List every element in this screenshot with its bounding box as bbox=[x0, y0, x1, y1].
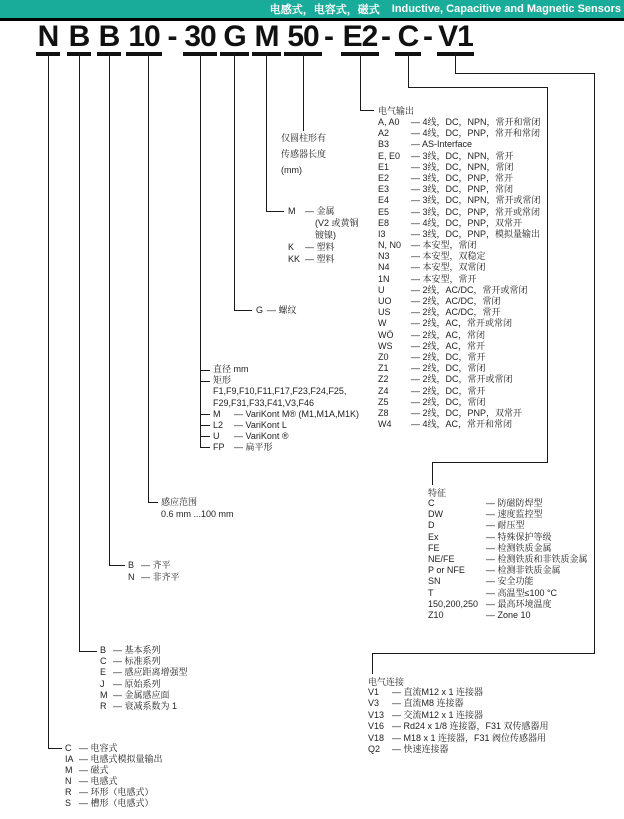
type-row: N — 电感式 bbox=[65, 776, 118, 786]
output-list bbox=[378, 117, 541, 430]
feature-row: FE — 检测铁质金属 bbox=[428, 542, 552, 553]
header-title-zh: 电感式，电容式，磁式 bbox=[269, 4, 380, 16]
connection-header: 电气连接 bbox=[368, 677, 405, 687]
output-row: U — 2线，AC/DC，常开或常闭 bbox=[378, 284, 528, 295]
output-row: Z0 — 2线，DC，常开 bbox=[378, 351, 486, 362]
length-note-line: 仅圆柱形有 bbox=[281, 133, 327, 143]
part-number-segment: - bbox=[167, 20, 177, 53]
output-row: N4 — 本安型，双常闭 bbox=[378, 262, 486, 273]
leader-line-output bbox=[361, 53, 375, 111]
housing-row: FP — 扁平形 bbox=[213, 442, 273, 453]
output-row: N3 — 本安型，双稳定 bbox=[378, 251, 486, 262]
output-row: I3 — 3线，DC，PNP，模拟量输出 bbox=[378, 228, 541, 239]
output-row: UO — 2线，AC/DC，常闭 bbox=[378, 296, 501, 306]
series-row: R — 衰减系数为 1 bbox=[100, 700, 178, 711]
output-row: WÖ — 2线，AC，常闭 bbox=[378, 329, 486, 340]
part-number-segment: C bbox=[395, 21, 421, 56]
sensing-range-line: 感应范围 bbox=[161, 497, 198, 507]
series-row: M — 金属感应面 bbox=[100, 689, 170, 700]
feature-row: Z10 — Zone 10 bbox=[428, 609, 531, 620]
connection-list bbox=[368, 687, 549, 755]
connection-row: V1 — 直流M12 x 1 连接器 bbox=[368, 687, 484, 697]
feature-row: C — 防磁防焊型 bbox=[428, 498, 543, 508]
output-row: E1 — 3线，DC，NPN，常闭 bbox=[378, 161, 514, 172]
connection-row: Q2 — 快速连接器 bbox=[368, 743, 449, 754]
part-number-segment: - bbox=[381, 20, 390, 53]
length-note-line: (mm) bbox=[281, 165, 302, 175]
type-row: R — 环形（电感式） bbox=[65, 787, 154, 797]
material-row: M — 金属 bbox=[288, 206, 335, 216]
feature-row: D — 耐压型 bbox=[428, 520, 525, 531]
leader-line-flush bbox=[110, 53, 126, 566]
feature-row: Ex — 特殊保护等级 bbox=[428, 531, 552, 542]
material-note-line: (V2 或黄铜 bbox=[315, 218, 359, 228]
leader-line-type bbox=[49, 53, 63, 749]
series-row: E — 感应距离增强型 bbox=[100, 667, 188, 678]
series-row: B — 基本系列 bbox=[100, 645, 161, 655]
material-list-2 bbox=[288, 241, 335, 265]
housing-row: 矩形 bbox=[213, 375, 232, 386]
feature-row: SN — 安全功能 bbox=[428, 576, 534, 587]
sensing-range bbox=[161, 496, 234, 520]
part-number-segment: G bbox=[220, 21, 249, 56]
output-row: E3 — 3线，DC，PNP，常闭 bbox=[378, 184, 514, 195]
output-row: E8 — 4线，DC，PNP，双常开 bbox=[378, 217, 523, 228]
output-row: E4 — 3线，DC，NPN，常开或常闭 bbox=[378, 195, 541, 206]
sensing-range-line: 0.6 mm ...100 mm bbox=[161, 509, 234, 519]
housing-row: L2 — VariKont L bbox=[213, 419, 287, 430]
leader-line-range bbox=[149, 53, 159, 503]
housing-row: F1,F9,F10,F11,F17,F23,F24,F25, bbox=[213, 386, 347, 397]
thread-list bbox=[256, 305, 297, 316]
output-row: E, E0 — 3线，DC，NPN，常开 bbox=[378, 150, 514, 161]
output-row: N, N0 — 本安型，常闭 bbox=[378, 240, 477, 251]
output-row: B3 — AS-Interface bbox=[378, 139, 473, 150]
length-note-line: 传感器长度 bbox=[281, 149, 327, 159]
series-row: J — 原始系列 bbox=[100, 678, 161, 689]
connection-row: V3 — 直流M8 连接器 bbox=[368, 698, 464, 709]
part-number-segment: N bbox=[36, 21, 60, 56]
feature-row: T — 高温型≤100 °C bbox=[428, 587, 558, 598]
leader-line-housing bbox=[201, 53, 211, 448]
type-row: M — 磁式 bbox=[65, 765, 109, 775]
connection-row: V16 — Rd24 x 1/8 连接器，F31 双传感器用 bbox=[368, 721, 549, 732]
output-row: WS — 2线，AC，常开 bbox=[378, 340, 486, 351]
type-row: IA — 电感式模拟量输出 bbox=[65, 754, 163, 764]
part-number-segment: - bbox=[423, 20, 432, 53]
output-row: E2 — 3线，DC，PNP，常开 bbox=[378, 172, 514, 183]
length-note bbox=[281, 130, 326, 178]
part-number-segment: B bbox=[97, 21, 121, 56]
part-number-segment: 10 bbox=[126, 21, 162, 56]
flush-list bbox=[128, 559, 180, 583]
series-row: C — 标准系列 bbox=[100, 656, 161, 667]
type-row: S — 槽形（电感式） bbox=[65, 798, 154, 808]
material-note bbox=[315, 217, 359, 241]
housing-row: M — VariKont M® (M1,M1A,M1K) bbox=[213, 408, 359, 419]
part-number-segment: B bbox=[67, 21, 91, 56]
feature-header: 特征 bbox=[428, 488, 447, 498]
output-row: A2 — 4线，DC，PNP，常开和常闭 bbox=[378, 128, 541, 139]
feature-row: DW — 速度监控型 bbox=[428, 509, 543, 520]
feature-list bbox=[428, 498, 588, 621]
housing-list bbox=[213, 364, 359, 454]
output-row: Z5 — 2线，DC，常闭 bbox=[378, 396, 486, 407]
output-row: Z1 — 2线，DC，常闭 bbox=[378, 363, 486, 374]
leader-line-series bbox=[80, 53, 98, 652]
thread-row: G — 螺纹 bbox=[256, 305, 297, 315]
part-number-segment: E2 bbox=[341, 21, 379, 56]
material-row: K — 塑料 bbox=[288, 242, 335, 252]
type-row: C — 电容式 bbox=[65, 743, 118, 753]
output-row: Z2 — 2线，DC，常开或常闭 bbox=[378, 374, 513, 385]
material-note-line: 镀镍) bbox=[315, 230, 336, 240]
leader-ticks-housing bbox=[201, 371, 211, 437]
output-row: W4 — 4线，AC，常开和常闭 bbox=[378, 419, 513, 430]
part-number-segment: M bbox=[252, 21, 281, 56]
part-number-segment: 30 bbox=[183, 21, 217, 56]
material-list bbox=[288, 205, 335, 217]
connection-row: V18 — M18 x 1 连接器，F31 阀位传感器用 bbox=[368, 732, 547, 743]
housing-row: F29,F31,F33,F41,V3,F46 bbox=[213, 397, 315, 408]
output-row: Z8 — 2线，DC，PNP，双常开 bbox=[378, 407, 523, 418]
output-row: A, A0 — 4线，DC，NPN，常开和常闭 bbox=[378, 117, 541, 127]
part-number-segment: - bbox=[324, 20, 333, 53]
connection-row: V13 — 交流M12 x 1 连接器 bbox=[368, 709, 484, 720]
output-row: 1N — 本安型，常开 bbox=[378, 273, 477, 284]
housing-row: 直径 mm bbox=[213, 364, 249, 374]
material-row: KK — 塑料 bbox=[288, 254, 335, 264]
output-row: E5 — 3线，DC，PNP，常开或常闭 bbox=[378, 206, 541, 217]
feature-row: 150,200,250 — 最高环境温度 bbox=[428, 598, 552, 609]
housing-row: U — VariKont ® bbox=[213, 431, 289, 442]
flush-row: B — 齐平 bbox=[128, 560, 171, 570]
output-row: W — 2线，AC，常开或常闭 bbox=[378, 318, 513, 329]
flush-row: N — 非齐平 bbox=[128, 572, 180, 582]
series-list bbox=[100, 645, 188, 712]
type-list bbox=[65, 743, 163, 809]
part-number-segment: V1 bbox=[437, 21, 474, 56]
header-title-en: Inductive, Capacitive and Magnetic Sensors bbox=[391, 3, 621, 15]
part-number-segment: 50 bbox=[284, 21, 322, 56]
leader-line-thread bbox=[235, 53, 253, 311]
output-header: 电气输出 bbox=[378, 106, 415, 116]
feature-row: NE/FE — 检测铁质和非铁质金属 bbox=[428, 553, 588, 564]
output-row: US — 2线，AC/DC，常开 bbox=[378, 307, 501, 318]
output-row: Z4 — 2线，DC，常开 bbox=[378, 385, 486, 396]
feature-row: P or NFE — 检测非铁质金属 bbox=[428, 565, 561, 576]
